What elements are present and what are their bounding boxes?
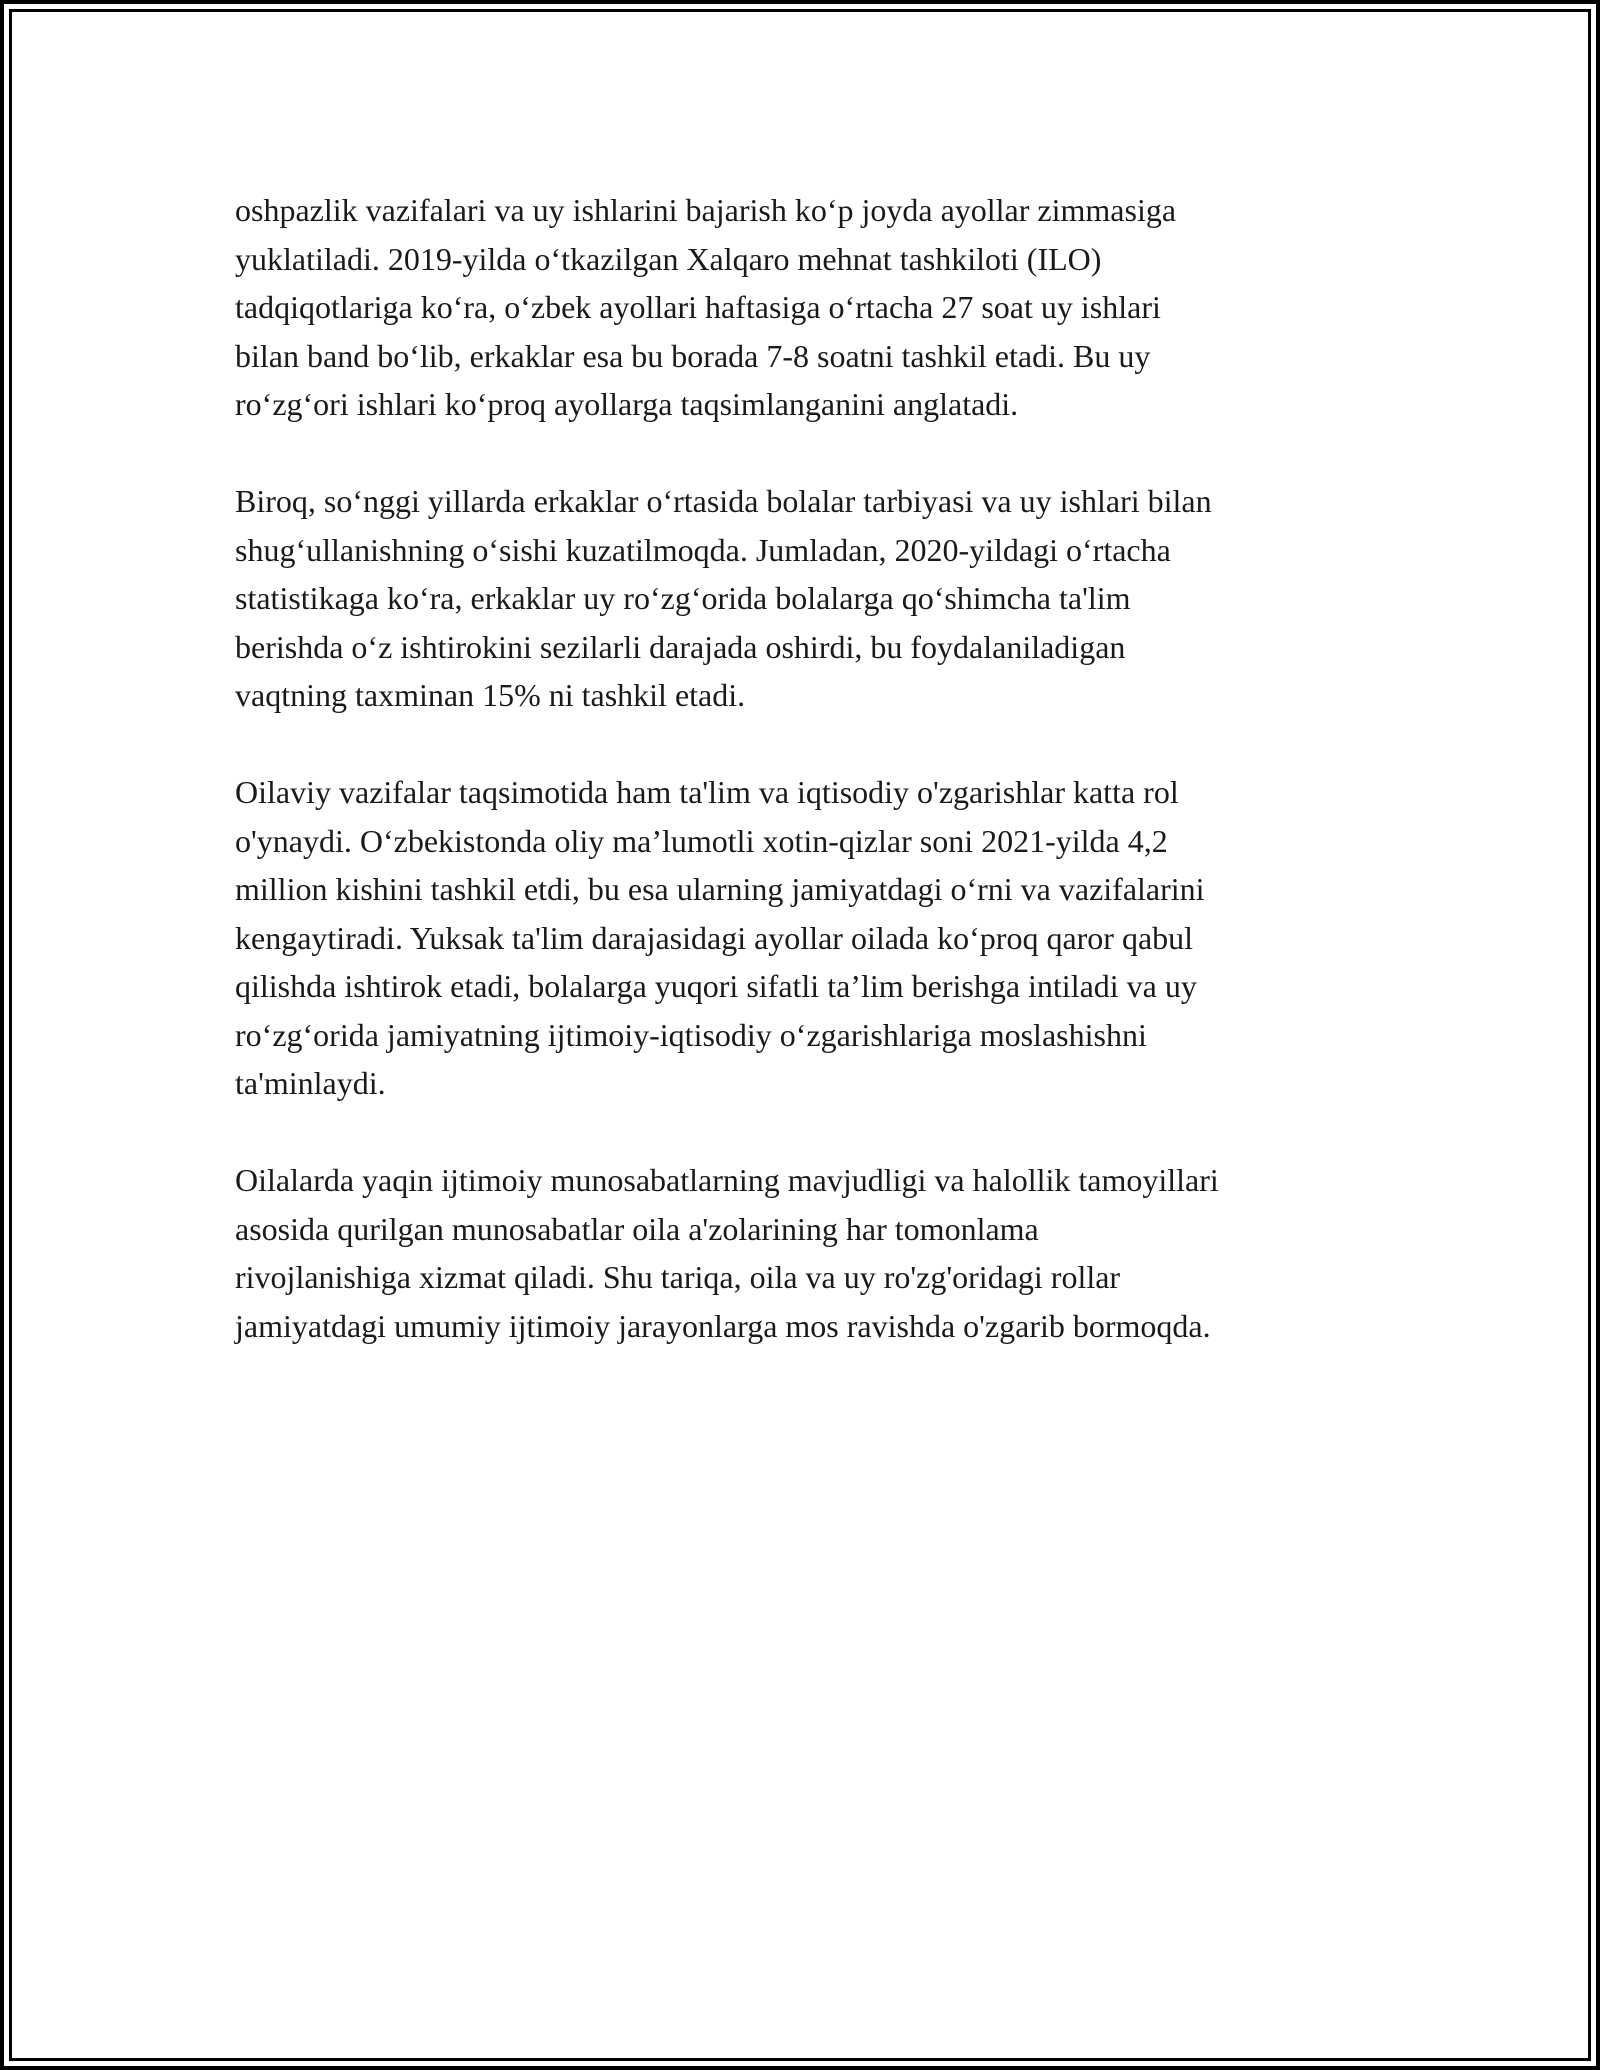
document-body	[235, 186, 1385, 1399]
paragraph-1: oshpazlik vazifalari va uy ishlarini bajarish ko‘p joyda ayollar zimmasiga yuklatiladi. 2019-yilda o‘tkazilgan Xalqaro mehnat tashkiloti (ILO) tadqiqotlariga ko‘ra, o‘zbek ayollari haftasiga o‘rtacha 27 soat uy ishlari bilan band bo‘lib, erkaklar esa bu borada 7-8 soatni tashkil etadi. Bu uy ro‘zg‘ori ishlari ko‘proq ayollarga taqsimlanganini anglatadi.	[235, 192, 1177, 422]
paragraph-3: Oilaviy vazifalar taqsimotida ham ta'lim va iqtisodiy o'zgarishlar katta rol o'ynaydi. O‘zbekistonda oliy ma’lumotli xotin-qizlar soni 2021-yilda 4,2 million kishini tashkil etdi, bu esa ularning jamiyatdagi o‘rni va vazifalarini kengaytiradi. Yuksak ta'lim darajasidagi ayollar oilada ko‘proq qaror qabul qilishda ishtirok etadi, bolalarga yuqori sifatli ta’lim berishga intiladi va uy ro‘zg‘orida jamiyatning ijtimoiy-iqtisodiy o‘zgarishlariga moslashishni ta'minlaydi.	[235, 774, 1205, 1101]
paragraph-2: Biroq, so‘nggi yillarda erkaklar o‘rtasida bolalar tarbiyasi va uy ishlari bilan shug‘ullanishning o‘sishi kuzatilmoqda. Jumladan, 2020-yildagi o‘rtacha statistikaga ko‘ra, erkaklar uy ro‘zg‘orida bolalarga qo‘shimcha ta'lim berishda o‘z ishtirokini sezilarli darajada oshirdi, bu foydalaniladigan vaqtning taxminan 15% ni tashkil etadi.	[235, 483, 1212, 713]
paragraph-4: Oilalarda yaqin ijtimoiy munosabatlarning mavjudligi va halollik tamoyillari asosida qurilgan munosabatlar oila a'zolarining har tomonlama rivojlanishiga xizmat qiladi. Shu tariqa, oila va uy ro'zg'oridagi rollar jamiyatdagi umumiy ijtimoiy jarayonlarga mos ravishda o'zgarib bormoqda.	[235, 1162, 1219, 1344]
